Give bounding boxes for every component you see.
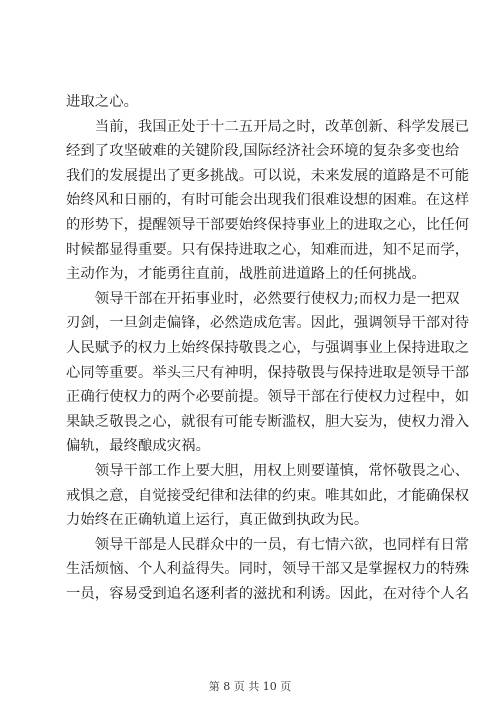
paragraph-4 [66, 459, 470, 533]
paragraph-5 [66, 533, 470, 607]
text-line: 人民赋予的权力上始终保持敬畏之心，与强调事业上保持进取之 [66, 339, 470, 356]
text-line: 正确行使权力的两个必要前提。领导干部在行使权力过程中，如 [66, 389, 470, 406]
text-line: 进取之心。 [66, 94, 138, 110]
text-line: 果缺乏敬畏之心，就很有可能专断滥权，胆大妄为，使权力滑入 [66, 413, 470, 430]
page-number-label: 第 8 页 共 10 页 [208, 680, 292, 693]
text-line: 刃剑，一旦剑走偏锋，必然造成危害。因此，强调领导干部对待 [66, 315, 470, 332]
paragraph-3 [66, 287, 470, 459]
text-line: 领导干部工作上要大胆，用权上则要谨慎，常怀敬畏之心、 [66, 462, 470, 479]
text-line: 始终风和日丽的，有时可能会出现我们很难设想的困难。在这样 [66, 192, 470, 209]
text-line: 偏轨，最终酿成灾祸。 [66, 438, 210, 455]
text-line: 经到了攻坚破难的关键阶段,国际经济社会环境的复杂多变也给 [66, 143, 460, 160]
paragraph-2 [66, 115, 470, 287]
text-line: 的形势下，提醒领导干部要始终保持事业上的进取之心，比任何 [66, 216, 470, 233]
text-line: 时候都显得重要。只有保持进取之心，知难而进，知不足而学， [66, 241, 470, 258]
text-line: 领导干部在开拓事业时，必然要行使权力;而权力是一把双 [66, 290, 460, 307]
body-text [66, 90, 470, 606]
text-line: 戒惧之意，自觉接受纪律和法律的约束。唯其如此，才能确保权 [66, 487, 470, 504]
text-line: 心同等重要。举头三尺有神明，保持敬畏与保持进取是领导干部 [66, 364, 470, 381]
text-line: 当前，我国正处于十二五开局之时，改革创新、科学发展已 [66, 118, 470, 135]
text-line: 力始终在正确轨道上运行，真正做到执政为民。 [66, 512, 369, 529]
text-line: 一员，容易受到追名逐利者的滋扰和利诱。因此，在对待个人名 [66, 585, 470, 602]
page-footer [0, 678, 500, 694]
text-line: 主动作为，才能勇往直前，战胜前进道路上的任何挑战。 [66, 266, 426, 283]
text-line: 生活烦恼、个人利益得失。同时，领导干部又是掌握权力的特殊 [66, 561, 470, 578]
text-line: 我们的发展提出了更多挑战。可以说，未来发展的道路是不可能 [66, 167, 470, 184]
text-line: 领导干部是人民群众中的一员，有七情六欲，也同样有日常 [66, 536, 470, 553]
paragraph-1 [66, 90, 436, 115]
